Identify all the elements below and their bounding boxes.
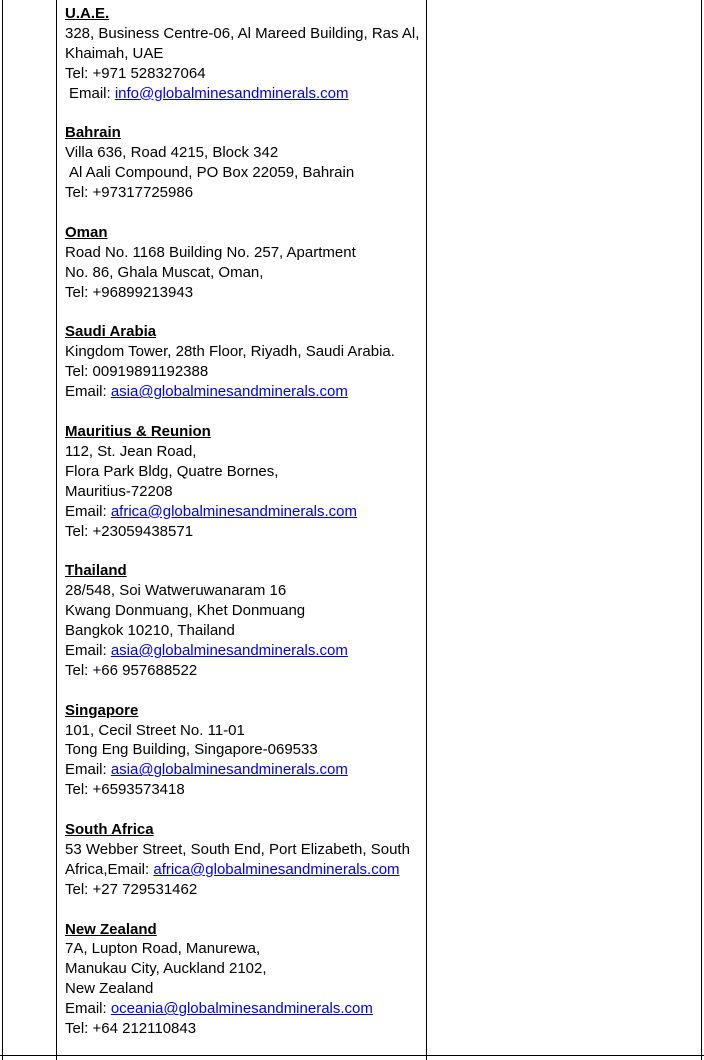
address-line: Bangkok 10210, Thailand bbox=[65, 622, 235, 640]
email-line bbox=[65, 382, 420, 402]
address-line: Flora Park Bldg, Quatre Bornes, bbox=[65, 462, 279, 480]
office-block bbox=[65, 701, 420, 801]
email-line bbox=[65, 760, 420, 780]
table-column-divider-1 bbox=[56, 0, 57, 1060]
email-line bbox=[65, 999, 420, 1019]
address-line: 7A, Lupton Road, Manurewa, bbox=[65, 940, 261, 958]
address-line: Tel: +96899213943 bbox=[65, 283, 194, 301]
address-line: 53 Webber Street, South End, Port Elizabeth, South bbox=[65, 840, 410, 858]
office-block bbox=[65, 561, 420, 680]
office-heading: New Zealand bbox=[65, 920, 157, 938]
office-block bbox=[65, 322, 420, 402]
table-border-bottom bbox=[0, 1055, 704, 1056]
email-label: Africa,Email: bbox=[65, 860, 154, 878]
table-border-left bbox=[2, 0, 3, 1060]
office-heading: Thailand bbox=[65, 562, 127, 580]
email-link[interactable]: africa@globalminesandminerals.com bbox=[153, 860, 400, 878]
address-line: New Zealand bbox=[65, 980, 154, 998]
address-line: Tel: +6593573418 bbox=[65, 781, 185, 799]
address-line: Tel: +64 212110843 bbox=[65, 1020, 197, 1038]
office-block bbox=[65, 123, 420, 203]
address-line: Tel: +27 729531462 bbox=[65, 880, 198, 898]
office-block bbox=[65, 820, 420, 900]
office-block bbox=[65, 422, 420, 541]
address-line: No. 86, Ghala Muscat, Oman, bbox=[65, 263, 264, 281]
email-line bbox=[65, 860, 420, 880]
office-heading: Saudi Arabia bbox=[65, 323, 157, 341]
email-label: Email: bbox=[65, 641, 111, 659]
office-heading: U.A.E. bbox=[65, 5, 110, 22]
office-heading: Oman bbox=[65, 223, 108, 241]
address-line: Villa 636, Road 4215, Block 342 bbox=[65, 144, 279, 162]
office-heading: South Africa bbox=[65, 821, 154, 839]
office-block bbox=[65, 4, 420, 104]
office-block bbox=[65, 920, 420, 1039]
office-block bbox=[65, 223, 420, 303]
email-label: Email: bbox=[65, 1000, 111, 1018]
address-line: 101, Cecil Street No. 11-01 bbox=[65, 721, 245, 739]
address-line: Kwang Donmuang, Khet Donmuang bbox=[65, 602, 306, 620]
address-line: Kingdom Tower, 28th Floor, Riyadh, Saudi Arabia. bbox=[65, 343, 395, 361]
email-label: Email: bbox=[65, 761, 111, 779]
address-line: Manukau City, Auckland 2102, bbox=[65, 960, 267, 978]
email-label: Email: bbox=[69, 84, 115, 102]
email-label: Email: bbox=[65, 502, 111, 520]
email-link[interactable]: asia@globalminesandminerals.com bbox=[110, 383, 348, 401]
email-line bbox=[65, 641, 420, 661]
office-heading: Bahrain bbox=[65, 124, 121, 142]
address-line: Mauritius-72208 bbox=[65, 482, 173, 500]
address-line: Road No. 1168 Building No. 257, Apartment bbox=[65, 243, 356, 261]
email-link[interactable]: asia@globalminesandminerals.com bbox=[110, 641, 348, 659]
address-line: Tel: +97317725986 bbox=[65, 184, 194, 202]
table-border-right bbox=[701, 0, 702, 1060]
email-link[interactable]: info@globalminesandminerals.com bbox=[114, 84, 349, 102]
address-line: 28/548, Soi Watweruwanaram 16 bbox=[65, 582, 287, 600]
email-label: Email: bbox=[65, 383, 111, 401]
email-line bbox=[65, 84, 420, 104]
office-heading: Singapore bbox=[65, 701, 139, 719]
address-line: Khaimah, UAE bbox=[65, 44, 164, 62]
address-line: 328, Business Centre-06, Al Mareed Building, Ras Al, bbox=[65, 24, 420, 42]
email-link[interactable]: africa@globalminesandminerals.com bbox=[110, 502, 358, 520]
address-line: Tong Eng Building, Singapore-069533 bbox=[65, 741, 318, 759]
office-heading: Mauritius & Reunion bbox=[65, 422, 211, 440]
address-line: Tel: +66 957688522 bbox=[65, 661, 198, 679]
address-line: Tel: +971 528327064 bbox=[65, 64, 206, 82]
office-address-list bbox=[65, 4, 420, 1039]
table-column-divider-2 bbox=[426, 0, 427, 1060]
address-line: 112, St. Jean Road, bbox=[65, 442, 197, 460]
address-line: Tel: +23059438571 bbox=[65, 522, 194, 540]
email-link[interactable]: asia@globalminesandminerals.com bbox=[110, 761, 348, 779]
email-link[interactable]: oceania@globalminesandminerals.com bbox=[110, 1000, 373, 1018]
address-line: Al Aali Compound, PO Box 22059, Bahrain bbox=[69, 164, 355, 182]
email-line bbox=[65, 502, 420, 522]
address-line: Tel: 00919891192388 bbox=[65, 363, 209, 381]
